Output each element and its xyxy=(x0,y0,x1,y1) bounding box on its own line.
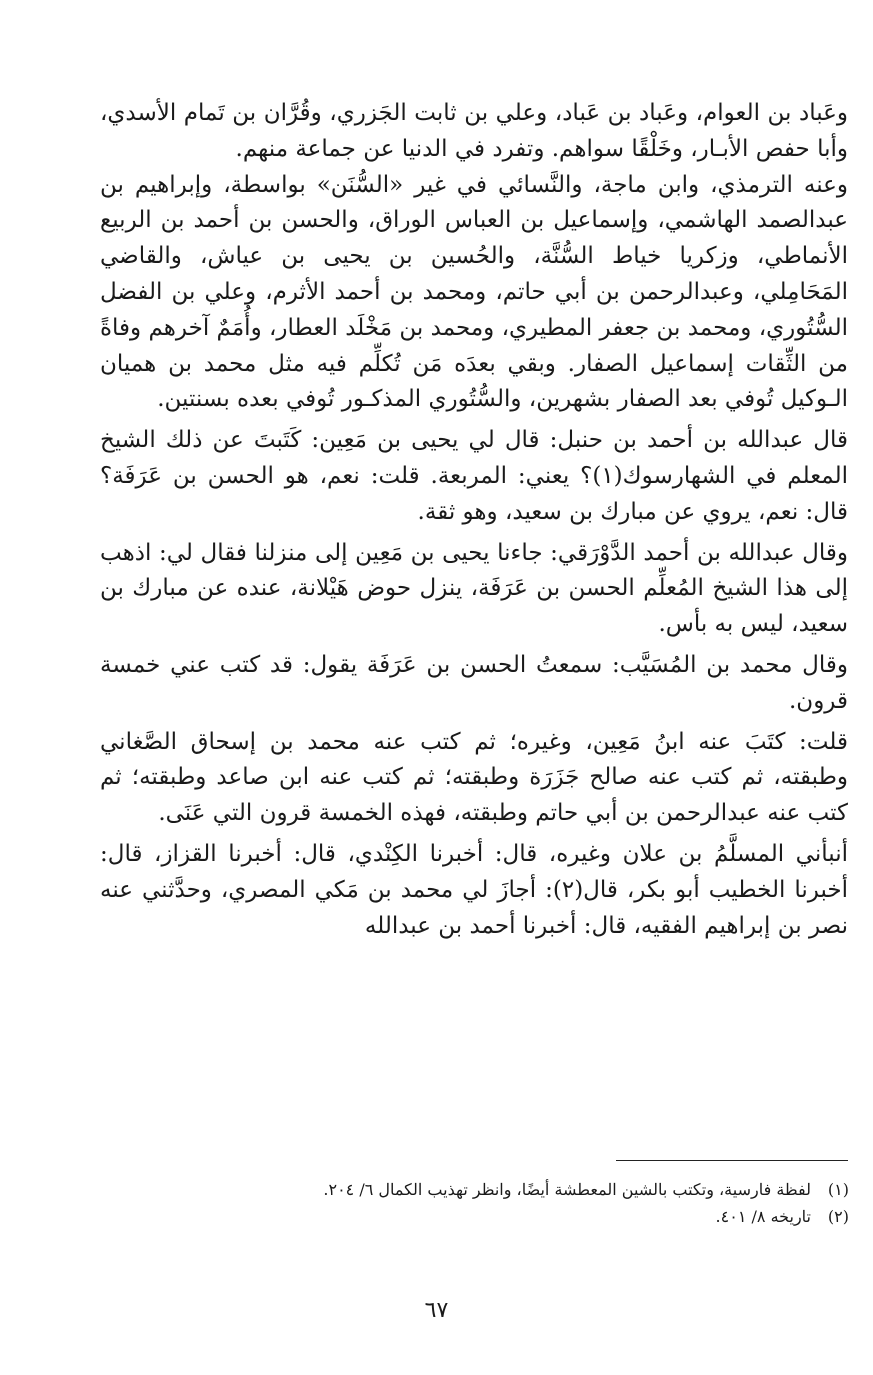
main-text xyxy=(100,96,848,944)
paragraph: وعنه الترمذي، وابن ماجة، والنَّسائي في غير «السُّنَن» بواسطة، وإبراهيم بن عبدالصمد الهاشمي، وإسماعيل بن العباس الوراق، والحسن بن أحمد بن الربيع الأنماطي، وزكريا خياط السُّنَّة، والحُسين بن يحيى بن عياش، والقاضي المَحَامِلي، وعبدالرحمن بن أبي حاتم، ومحمد بن أحمد الأثرم، وعلي بن الفضل السُّتُوري، ومحمد بن جعفر المطيري، ومحمد بن مَخْلَد العطار، وأُمَمٌ آخرهم وفاةً من الثِّقات إسماعيل الصفار. وبقي بعدَه مَن تُكلِّم فيه مثل محمد بن هميان الـوكيل تُوفي بعد الصفار بشهرين، والسُّتُوري المذكـور تُوفي بعده بسنتين. xyxy=(100,171,848,413)
paragraph: أنبأني المسلَّمُ بن علان وغيره، قال: أخبرنا الكِنْدي، قال: أخبرنا القزاز، قال: أخبرنا الخطيب أبو بكر، قال(٢): أجازَ لي محمد بن مَكي المصري، وحدَّثني عنه نصر بن إبراهيم الفقيه، قال: أخبرنا أحمد بن عبدالله xyxy=(100,840,848,939)
paragraph: قلت: كتَبَ عنه ابنُ مَعِين، وغيره؛ ثم كتب عنه محمد بن إسحاق الصَّغاني وطبقته، ثم كتب عنه صالح جَزَرَة وطبقته؛ ثم كتب عنه ابن صاعد وطبقته؛ ثم كتب عنه عبدالرحمن بن أبي حاتم وطبقته، فهذه الخمسة قرون التي عَنَى. xyxy=(100,728,848,827)
paragraph: وعَباد بن العوام، وعَباد بن عَباد، وعلي بن ثابت الجَزري، وقُرَّان بن تَمام الأسدي، وأبا حفص الأبـار، وخَلْقًا سواهم. وتفرد في الدنيا عن جماعة منهم. xyxy=(100,100,848,162)
footnote-number: (٢) xyxy=(827,1207,849,1226)
paragraph: قال عبدالله بن أحمد بن حنبل: قال لي يحيى بن مَعِين: كَتَبتَ عن ذلك الشيخ المعلم في الشهارسوك(١)؟ يعني: المربعة. قلت: نعم، هو الحسن بن عَرَفَة؟ قال: نعم، يروي عن مبارك بن سعيد، وهو ثقة. xyxy=(100,427,848,525)
footnote-separator xyxy=(616,1160,848,1161)
footnote-text: لفظة فارسية، وتكتب بالشين المعطشة أيضًا، وانظر تهذيب الكمال ٦/ ٢٠٤. xyxy=(323,1180,811,1199)
footnote xyxy=(149,1203,849,1230)
paragraph: وقال عبدالله بن أحمد الدَّوْرَقي: جاءنا يحيى بن مَعِين إلى منزلنا فقال لي: اذهب إلى هذا الشيخ المُعلِّم الحسن بن عَرَفَة، ينزل حوض هَيْلانة، عنده عن مبارك بن سعيد، ليس به بأس. xyxy=(100,539,848,638)
footnotes xyxy=(149,1176,849,1230)
footnote-text: تاريخه ٨/ ٤٠١. xyxy=(715,1207,811,1226)
footnote xyxy=(149,1176,849,1203)
paragraph: وقال محمد بن المُسَيَّب: سمعتُ الحسن بن عَرَفَة يقول: قد كتب عني خمسة قرون. xyxy=(100,651,848,714)
page-number: ٦٧ xyxy=(424,1298,449,1323)
footnote-number: (١) xyxy=(827,1180,849,1199)
